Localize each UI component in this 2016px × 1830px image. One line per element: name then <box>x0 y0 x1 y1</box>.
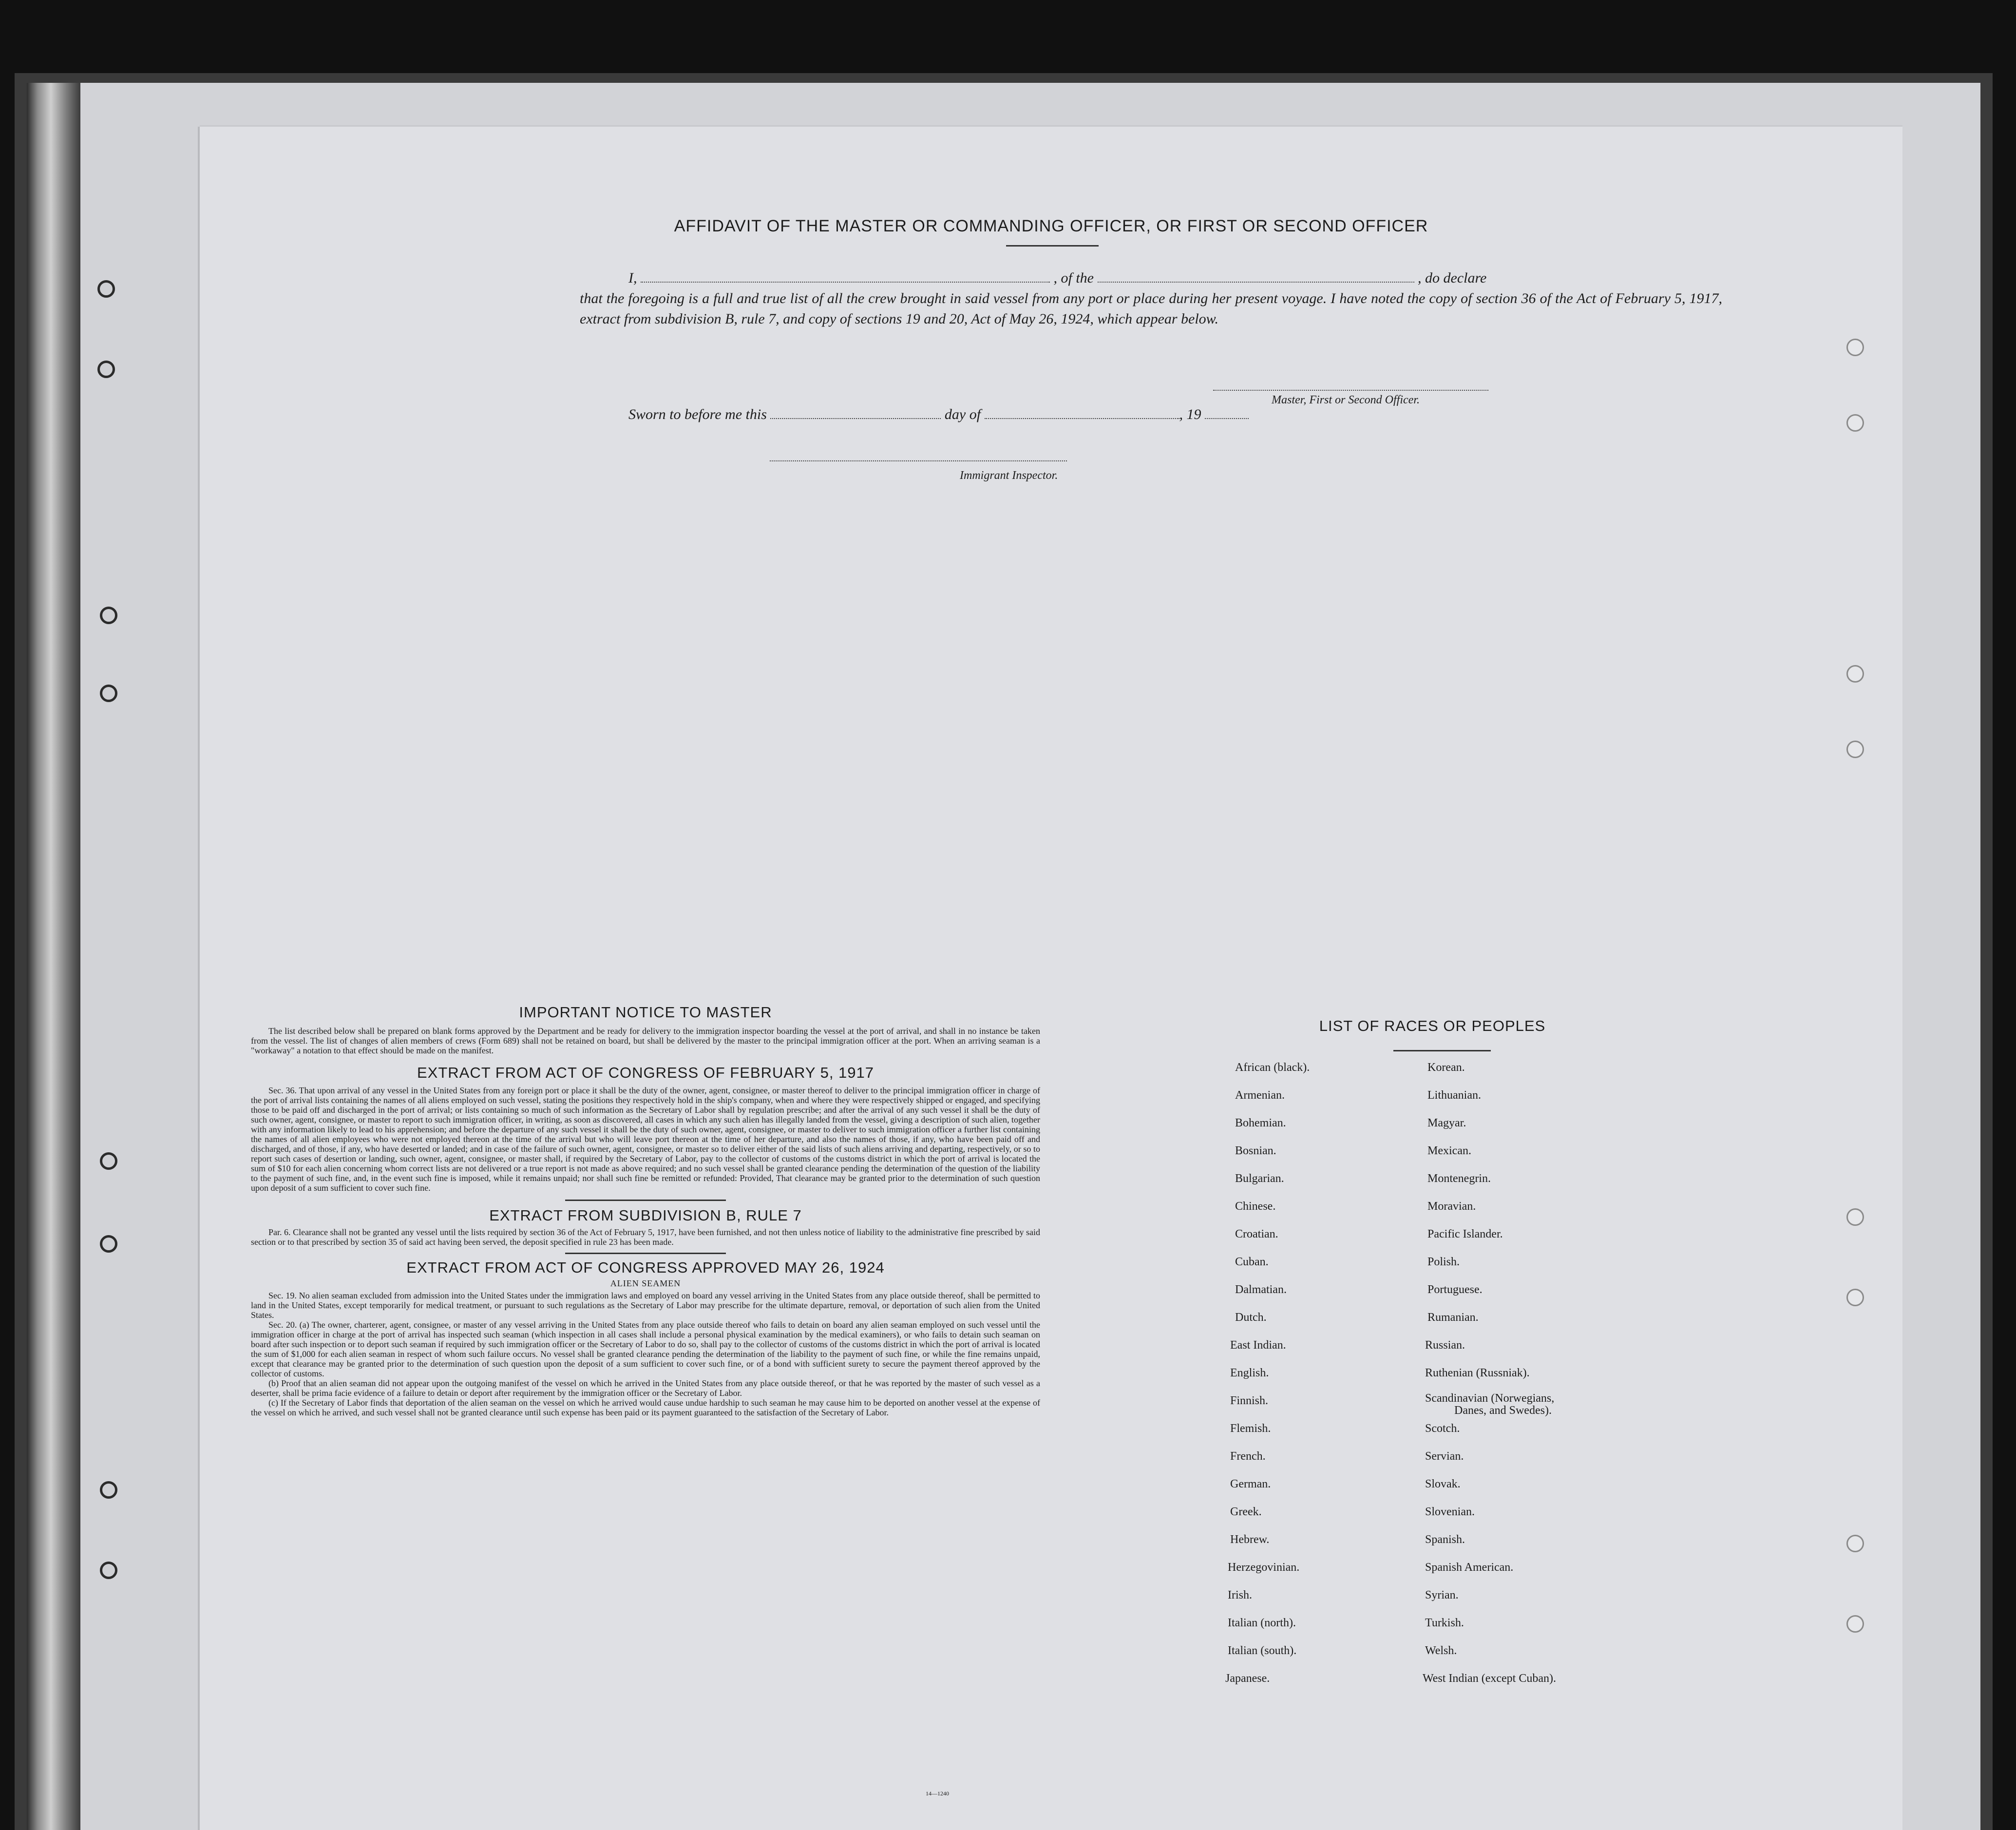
year-prefix: , 19 <box>1179 406 1201 422</box>
punch-hole <box>97 361 115 378</box>
race-item: Italian (north). <box>1228 1617 1296 1629</box>
race-item: Spanish. <box>1425 1533 1465 1546</box>
affidavit-text <box>580 268 1722 329</box>
punch-hole <box>100 685 117 702</box>
race-item: Magyar. <box>1427 1117 1466 1129</box>
affidavit-do-declare: , do declare <box>1418 270 1487 286</box>
alien-seamen-subtitle: ALIEN SEAMEN <box>610 1278 681 1288</box>
punch-hole <box>1846 1208 1864 1226</box>
race-item: Herzegovinian. <box>1228 1561 1300 1574</box>
race-item: East Indian. <box>1230 1339 1286 1352</box>
race-item: Polish. <box>1427 1256 1460 1268</box>
race-item: Slovak. <box>1425 1478 1461 1490</box>
vessel-field[interactable] <box>1098 270 1414 283</box>
race-item: Bohemian. <box>1235 1117 1286 1129</box>
race-item: Finnish. <box>1230 1394 1269 1407</box>
section-20b-text: (b) Proof that an alien seaman did not appear upon the outgoing manifest of the vessel on which he arrived in the United States from any place outside thereof, or that he was reported by the master of such vessel as a deserter, shall be prima facie evidence of a failure to detain or deport after requirement by the immigration officer or the Secretary of Labor. <box>251 1378 1040 1398</box>
race-item: Lithuanian. <box>1427 1089 1481 1102</box>
sworn-month-field[interactable] <box>985 406 1179 419</box>
affidavit-title: AFFIDAVIT OF THE MASTER OR COMMANDING OFFICER, OR FIRST OR SECOND OFFICER <box>674 217 1428 235</box>
race-item: Turkish. <box>1425 1617 1464 1629</box>
race-item: Greek. <box>1230 1506 1262 1518</box>
section-19-text: Sec. 19. No alien seaman excluded from admission into the United States under the immigration laws and employed on board any vessel arriving in the United States from any place outside thereof, shall be permitted to land in the United States, except temporarily for medical treatment, or pursuant to such regulations as the Secretary of Labor may prescribe for the ultimate departure, removal, or deportation of such alien from the United States. <box>251 1291 1040 1320</box>
punch-hole <box>1846 339 1864 356</box>
race-item: Irish. <box>1228 1589 1252 1601</box>
sworn-day-field[interactable] <box>770 406 941 419</box>
section-20c-text: (c) If the Secretary of Labor finds that deportation of the alien seaman on the vessel on which he arrived would cause undue hardship to such seaman he may cause him to be deported on another vessel at the expense of the vessel on which he arrived, and such vessel shall not be granted clearance until such expense has been paid or its payment guaranteed to the satisfaction of the Secretary of Labor. <box>251 1398 1040 1417</box>
race-item: Servian. <box>1425 1450 1464 1463</box>
race-item: Pacific Islander. <box>1427 1228 1503 1240</box>
race-item: Japanese. <box>1225 1672 1270 1685</box>
race-item: German. <box>1230 1478 1271 1490</box>
race-item: Welsh. <box>1425 1644 1457 1657</box>
affidavit-i: I, <box>628 270 637 286</box>
punch-hole <box>100 1481 117 1499</box>
race-item: Flemish. <box>1230 1422 1271 1435</box>
sworn-text: Sworn to before me this <box>628 406 767 422</box>
punch-hole <box>1846 1615 1864 1633</box>
title-rule <box>1006 245 1099 247</box>
binder-strip <box>27 83 80 1830</box>
race-item: French. <box>1230 1450 1266 1463</box>
punch-hole <box>100 607 117 624</box>
race-item: Chinese. <box>1235 1200 1276 1213</box>
race-item: Slovenian. <box>1425 1506 1475 1518</box>
race-item: Scandinavian (Norwegians, <box>1425 1392 1555 1405</box>
race-item: Danes, and Swedes). <box>1454 1404 1552 1417</box>
race-item: Montenegrin. <box>1427 1172 1491 1185</box>
race-item: Bosnian. <box>1235 1144 1276 1157</box>
races-rule <box>1393 1050 1491 1051</box>
race-item: Croatian. <box>1235 1228 1278 1240</box>
subdivision-b-title: EXTRACT FROM SUBDIVISION B, RULE 7 <box>489 1207 802 1224</box>
section-36-text: Sec. 36. That upon arrival of any vessel in the United States from any foreign port or place it shall be the duty of the owner, agent, consignee, or master thereof to deliver to the principal immigration officer in charge of the port of arrival lists containing the names of all aliens employed on such vessel, stating the positions they respectively hold in the ship's company, when and where they were respectively shipped or engaged, and specifying those to be paid off and discharged in the port of arrival; or lists containing so much of such information as the Secretary of Labor shall by regulation prescribe; and after the arrival of any such vessel it shall be the duty of such owner, agent, consignee, or master to report to such immigration officer, in writing, as soon as discovered, all cases in which any such alien has illegally landed from the vessel, giving a description of such alien, together with any information likely to lead to his apprehension; and before the departure of any such vessel it shall be the duty of such owner, agent, consignee, or master to deliver to such immigration officer a further list containing the names of all alien employees who were not employed thereon at the time of the arrival but who will leave port thereon at the time of her departure, and also the names of those, if any, who have been paid off and discharged, and of those, if any, who have deserted or landed; and in case of the failure of such owner, agent, consignee, or master so to deliver either of the said lists of such aliens arriving and departing, respectively, or so to report such cases of desertion or landing, such owner, agent, consignee, or master shall, if required by the Secretary of Labor, pay to the collector of customs of the customs district in which the port of arrival is located the sum of $10 for each alien concerning whom correct lists are not delivered or a true report is not made as above required; and no such vessel shall be granted clearance pending the determination of the question of the liability to the payment of such fine, and, in the event such fine is imposed, while it remains unpaid; nor shall such fine be remitted or refunded: Provided, That clearance may be granted prior to the determination of such question upon deposit of a sum sufficient to cover such fine. <box>251 1086 1040 1193</box>
race-item: Spanish American. <box>1425 1561 1514 1574</box>
race-item: African (black). <box>1235 1061 1310 1074</box>
notice-column <box>251 1004 1040 1417</box>
punch-hole <box>1846 1289 1864 1306</box>
notice-title: IMPORTANT NOTICE TO MASTER <box>519 1004 772 1021</box>
race-item: Syrian. <box>1425 1589 1459 1601</box>
punch-hole <box>1846 665 1864 683</box>
race-item: Portuguese. <box>1427 1283 1483 1296</box>
section-rule <box>565 1253 726 1254</box>
extract-1917-title: EXTRACT FROM ACT OF CONGRESS OF FEBRUARY 5, 1917 <box>417 1064 875 1081</box>
race-item: Mexican. <box>1427 1144 1471 1157</box>
punch-hole <box>100 1562 117 1579</box>
sworn-year-field[interactable] <box>1205 406 1249 419</box>
notice-text: The list described below shall be prepared on blank forms approved by the Department and be ready for delivery to the immigration inspector boarding the vessel at the port of arrival, and shall in no instance be taken from the vessel. The list of changes of alien members of crews (Form 689) shall not be retained on board, but shall be delivered by the master to the principal immigration officer at the port. When an arriving seaman is a "workaway" a notation to that effect should be made on the manifest. <box>251 1026 1040 1055</box>
race-item: Armenian. <box>1235 1089 1285 1102</box>
form-number: 14—1240 <box>926 1790 949 1797</box>
punch-hole <box>100 1152 117 1170</box>
extract-1917-body <box>251 1086 1040 1193</box>
paragraph-6-text: Par. 6. Clearance shall not be granted any vessel until the lists required by section 36 of the Act of February 5, 1917, have been furnished, and not then unless notice of liability to the administrative fine prescribed by said section or to that prescribed by section 35 of said act having been served, the deposit specified in rule 23 has been made. <box>251 1227 1040 1247</box>
affidavit-body: that the foregoing is a full and true list of all the crew brought in said vessel from any port or place during her present voyage. I have noted the copy of section 36 of the Act of February 5, 1917, extract from subdivision B, rule 7, and copy of sections 19 and 20, Act of May 26, 1924, which appear below. <box>580 290 1722 327</box>
section-rule <box>565 1200 726 1201</box>
race-item: Dutch. <box>1235 1311 1267 1324</box>
race-item: Cuban. <box>1235 1256 1269 1268</box>
extract-1924-title: EXTRACT FROM ACT OF CONGRESS APPROVED MAY 26, 1924 <box>406 1259 885 1276</box>
race-item: Italian (south). <box>1228 1644 1297 1657</box>
extract-1924-body <box>251 1291 1040 1417</box>
races-title: LIST OF RACES OR PEOPLES <box>1319 1017 1546 1034</box>
race-item: West Indian (except Cuban). <box>1423 1672 1556 1685</box>
officer-label: Master, First or Second Officer. <box>1272 394 1420 406</box>
day-of-text: day of <box>944 406 981 422</box>
subdivision-b-body <box>251 1227 1040 1247</box>
punch-hole <box>97 280 115 298</box>
punch-hole <box>1846 741 1864 758</box>
punch-hole <box>100 1235 117 1253</box>
section-20a-text: Sec. 20. (a) The owner, charterer, agent, consignee, or master of any vessel arriving in the United States from any place outside thereof who fails to detain on board any alien seaman employed on such vessel until the immigration officer in charge at the port of arrival has inspected such seaman (which inspection in all cases shall include a personal physical examination by the medical examiners), or who fails to detain such seaman on board after such inspection or to deport such seaman if required by such immigration officer or the Secretary of Labor to do so, shall pay to the collector of customs of the customs district in which the port of arrival is located the sum of $1,000 for each alien seaman in respect of whom such failure occurs. No vessel shall be granted clearance pending the determination of the liability to the payment of such fine, or while the fine remains unpaid, except that clearance may be granted prior to the determination of such question upon the deposit of a sum sufficient to cover such fine, or of a bond with sufficient surety to secure the payment thereof approved by the collector of customs. <box>251 1320 1040 1378</box>
document-page <box>200 127 1902 1830</box>
race-item: Moravian. <box>1427 1200 1476 1213</box>
race-item: Scotch. <box>1425 1422 1460 1435</box>
race-item: Bulgarian. <box>1235 1172 1284 1185</box>
race-item: Hebrew. <box>1230 1533 1270 1546</box>
race-item: Ruthenian (Russniak). <box>1425 1367 1530 1379</box>
name-field[interactable] <box>641 270 1050 283</box>
punch-hole <box>1846 414 1864 432</box>
officer-signature-line[interactable] <box>1213 390 1488 391</box>
affidavit-of-the: , of the <box>1053 270 1094 286</box>
race-item: Russian. <box>1425 1339 1465 1352</box>
race-item: Dalmatian. <box>1235 1283 1287 1296</box>
race-item: English. <box>1230 1367 1269 1379</box>
race-item: Korean. <box>1427 1061 1465 1074</box>
inspector-signature-line[interactable] <box>770 460 1067 461</box>
notice-body <box>251 1026 1040 1055</box>
punch-hole <box>1846 1535 1864 1552</box>
race-item: Rumanian. <box>1427 1311 1479 1324</box>
sworn-line <box>628 404 1505 425</box>
inspector-label: Immigrant Inspector. <box>960 469 1058 482</box>
